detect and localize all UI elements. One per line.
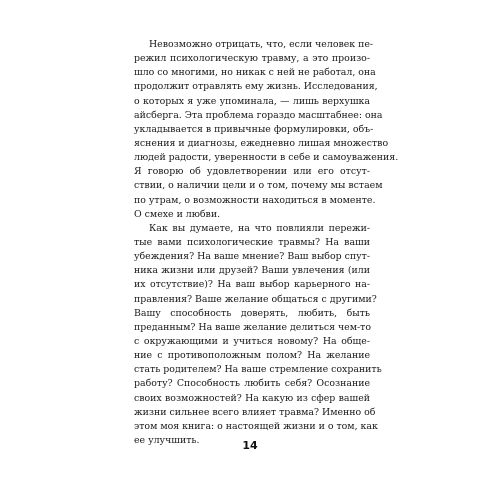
- body-text: [134, 38, 399, 448]
- text-line: убеждения? На ваше мнение? Ваш выбор спут-: [134, 251, 370, 263]
- text-line: людей радости, уверенности в себе и самоуважения.: [134, 152, 399, 164]
- text-line: с окружающими и учиться новому? На обще-: [134, 335, 370, 347]
- text-line: этом моя книга: о настоящей жизни и о том, как: [134, 420, 378, 432]
- text-line: стать родителем? На ваше стремление сохранить: [134, 364, 382, 376]
- text-line: тые вами психологические травмы? На ваши: [134, 236, 370, 248]
- text-line: ние с противоположным полом? На желание: [134, 350, 370, 362]
- text-line: жизни сильнее всего влияет травма? Именно об: [134, 406, 376, 418]
- text-line: преданным? На ваше желание делиться чем-то: [134, 321, 372, 333]
- text-line: Невозможно отрицать, что, если человек пе-: [149, 39, 374, 50]
- text-line: по утрам, о возможности находиться в моменте.: [134, 194, 376, 206]
- text-line: режил психологическую травму, а это произо-: [134, 53, 370, 65]
- text-line: яснения и диагнозы, ежедневно лишая множество: [134, 137, 389, 149]
- text-line: продолжит отравлять ему жизнь. Исследования,: [134, 81, 378, 93]
- text-line: ее улучшить.: [134, 434, 200, 446]
- text-line: о которых я уже упоминала, — лишь верхушка: [134, 95, 370, 107]
- text-line: О смехе и любви.: [134, 208, 221, 220]
- text-line: своих возможностей? На какую из сфер вашей: [134, 392, 370, 404]
- page-number: 14: [242, 439, 258, 452]
- text-line: правления? Ваше желание общаться с другими?: [134, 293, 377, 305]
- paragraph-2: [134, 222, 382, 448]
- text-line: укладывается в привычные формулировки, объ-: [134, 123, 374, 135]
- paragraph-1: [134, 38, 399, 222]
- text-line: шло со многими, но никак с ней не работал, она: [134, 67, 376, 79]
- text-line: их отсутствие)? На ваш выбор карьерного на-: [134, 279, 370, 291]
- text-line: айсберга. Эта проблема гораздо масштабнее: она: [134, 109, 383, 121]
- text-line: Вашу способность доверять, любить, быть: [134, 307, 370, 319]
- text-line: Как вы думаете, на что повлияли пережи-: [149, 222, 370, 234]
- text-line: работу? Способность любить себя? Осознание: [134, 378, 370, 390]
- text-line: ствии, о наличии цели и о том, почему мы встаем: [134, 180, 383, 192]
- text-line: ника жизни или друзей? Ваши увлечения (или: [134, 265, 370, 277]
- text-line: Я говорю об удовлетворении или его отсут-: [134, 166, 370, 178]
